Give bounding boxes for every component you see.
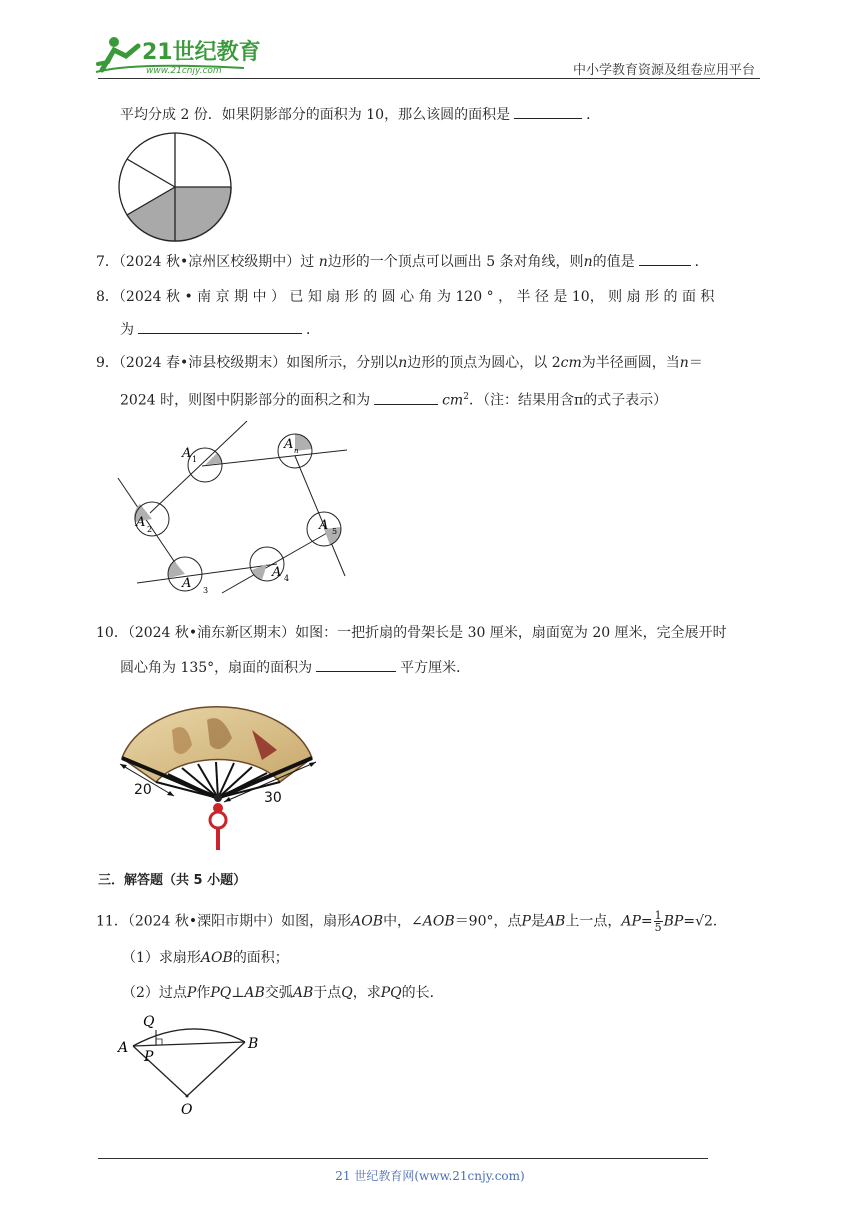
- svg-text:21世纪教育: 21世纪教育: [142, 40, 261, 65]
- svg-text:A: A: [182, 446, 192, 461]
- svg-text:1: 1: [192, 455, 198, 464]
- svg-text:A: A: [118, 1040, 129, 1056]
- svg-text:30: 30: [264, 790, 282, 806]
- svg-text:5: 5: [332, 527, 338, 536]
- question-11-part1: （1）求扇形AOB的面积；: [122, 950, 289, 966]
- svg-text:O: O: [181, 1102, 193, 1118]
- question-8-line1: 8．（2024 秋 • 南 京 期 中 ） 已 知 扇 形 的 圆 心 角 为 120 ° ， 半 径 是 10， 则 扇 形 的 面 积: [96, 289, 715, 305]
- svg-text:A: A: [319, 518, 329, 533]
- svg-text:3: 3: [203, 586, 209, 595]
- answer-blank[interactable]: [639, 252, 691, 266]
- fraction-one-fifth: $\frac{1}{5}$: [654, 909, 662, 934]
- svg-text:2: 2: [147, 525, 153, 534]
- q9-polygon-circles-figure: [112, 418, 357, 610]
- site-logo: [94, 32, 284, 76]
- answer-blank[interactable]: [316, 658, 396, 672]
- q11-sector-figure: [112, 1010, 272, 1120]
- svg-text:A: A: [182, 576, 192, 591]
- svg-text:A: A: [284, 437, 294, 452]
- header-divider: [98, 78, 760, 79]
- question-11-part2: （2）过点P作PQ⊥AB交弧AB于点Q，求PQ的长．: [122, 985, 444, 1001]
- q10-folding-fan-figure: [112, 690, 324, 852]
- svg-text:B: B: [248, 1036, 259, 1052]
- question-9-line2: 2024 时，则图中阴影部分的面积之和为 $cm^2$．（注：结果用含π的式子表示）: [120, 392, 668, 409]
- header-platform-name: 中小学教育资源及组卷应用平台: [572, 63, 755, 78]
- svg-text:A: A: [272, 565, 282, 580]
- svg-text:n: n: [294, 447, 299, 455]
- footer-divider: [98, 1158, 708, 1159]
- question-10-line2: 圆心角为 135°，扇面的面积为 平方厘米．: [120, 660, 471, 676]
- q6-text: 平均分成 2 份．如果阴影部分的面积为 10，那么该圆的面积是 ．: [120, 107, 601, 123]
- section-3-title: 三．解答题（共 5 小题）: [98, 873, 247, 888]
- question-10-line1: 10．（2024 秋•浦东新区期末）如图：一把折扇的骨架长是 30 厘米，扇面宽为 20 厘米，完全展开时: [96, 625, 727, 641]
- question-7: 7．（2024 秋•凉州区校级期中）过 n边形的一个顶点可以画出 5 条对角线，则n的值是 ．: [96, 254, 709, 270]
- svg-text:www.21cnjy.com: www.21cnjy.com: [146, 66, 222, 76]
- question-9-line1: 9．（2024 春•沛县校级期末）如图所示，分别以n边形的顶点为圆心，以 2cm为半径画圆，当n＝: [96, 355, 703, 371]
- svg-text:P: P: [144, 1049, 154, 1065]
- svg-text:Q: Q: [143, 1014, 155, 1030]
- svg-text:A: A: [136, 515, 146, 530]
- svg-text:4: 4: [284, 574, 290, 583]
- svg-text:20: 20: [134, 782, 152, 798]
- answer-blank[interactable]: [514, 105, 582, 119]
- q6-circle-figure: [118, 132, 234, 244]
- answer-blank[interactable]: [374, 391, 438, 405]
- answer-blank[interactable]: [138, 320, 302, 334]
- question-8-line2: 为 ．: [120, 322, 320, 338]
- footer-link[interactable]: 21 世纪教育网(www.21cnjy.com): [335, 1169, 525, 1183]
- question-11-line1: 11．（2024 秋•溧阳市期中）如图，扇形AOB中，∠AOB＝90°，点P是AB上一点，AP= $\frac{1}{5}$ BP=√2．: [96, 909, 727, 934]
